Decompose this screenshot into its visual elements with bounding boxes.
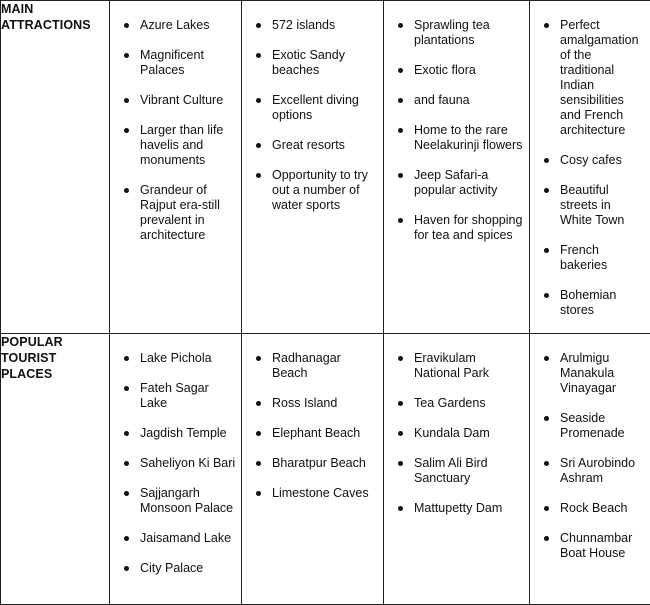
popular-tourist-places-row bbox=[1, 334, 650, 605]
row-heading-line: POPULAR bbox=[1, 334, 109, 350]
list-item bbox=[252, 93, 379, 123]
bullet-icon bbox=[544, 536, 549, 541]
list-item bbox=[540, 18, 646, 138]
bullet-icon bbox=[124, 98, 129, 103]
list-item bbox=[252, 138, 379, 153]
bullet-icon bbox=[544, 356, 549, 361]
list-item bbox=[252, 456, 379, 471]
list-item bbox=[394, 426, 525, 441]
list-item-text: Saheliyon Ki Bari bbox=[140, 456, 235, 470]
list-item-text: Elephant Beach bbox=[272, 426, 360, 440]
list-item-text: Home to the rare Neelakurinji flowers bbox=[414, 123, 522, 152]
list-item-text: Exotic Sandy beaches bbox=[272, 48, 345, 77]
bullet-icon bbox=[544, 23, 549, 28]
bullet-icon bbox=[398, 23, 403, 28]
list-item bbox=[120, 123, 237, 168]
list-item bbox=[252, 18, 379, 33]
list-item-text: Sprawling tea plantations bbox=[414, 18, 490, 47]
list-item bbox=[394, 501, 525, 516]
row-heading-line: MAIN bbox=[1, 1, 109, 17]
bullet-icon bbox=[256, 356, 261, 361]
destination-cell bbox=[530, 334, 650, 605]
list-item-text: Lake Pichola bbox=[140, 351, 212, 365]
list-item-text: 572 islands bbox=[272, 18, 335, 32]
row-heading-cell bbox=[1, 334, 110, 605]
bullet-icon bbox=[398, 128, 403, 133]
bullet-icon bbox=[124, 356, 129, 361]
list-item-text: Sajjangarh Monsoon Palace bbox=[140, 486, 233, 515]
list-item-text: Beautiful streets in White Town bbox=[560, 183, 624, 227]
bullet-icon bbox=[398, 401, 403, 406]
list-item-text: Tea Gardens bbox=[414, 396, 486, 410]
bullet-icon bbox=[398, 68, 403, 73]
list-item-text: French bakeries bbox=[560, 243, 607, 272]
list-item-text: Radhanagar Beach bbox=[272, 351, 341, 380]
list-item bbox=[394, 123, 525, 153]
list-item-text: Jeep Safari-a popular activity bbox=[414, 168, 497, 197]
list-item-text: Bohemian stores bbox=[560, 288, 616, 317]
list-item-text: Seaside Promenade bbox=[560, 411, 625, 440]
bullet-list bbox=[242, 334, 383, 501]
list-item bbox=[252, 168, 379, 213]
bullet-icon bbox=[544, 461, 549, 466]
list-item bbox=[394, 396, 525, 411]
bullet-icon bbox=[398, 506, 403, 511]
list-item-text: City Palace bbox=[140, 561, 203, 575]
list-item bbox=[540, 411, 646, 441]
bullet-icon bbox=[256, 53, 261, 58]
bullet-icon bbox=[544, 248, 549, 253]
list-item bbox=[120, 456, 237, 471]
list-item-text: Chunnambar Boat House bbox=[560, 531, 632, 560]
list-item bbox=[540, 351, 646, 396]
bullet-icon bbox=[256, 401, 261, 406]
row-heading-line: ATTRACTIONS bbox=[1, 17, 109, 33]
list-item-text: Sri Aurobindo Ashram bbox=[560, 456, 635, 485]
list-item-text: Azure Lakes bbox=[140, 18, 209, 32]
bullet-icon bbox=[124, 566, 129, 571]
bullet-icon bbox=[544, 188, 549, 193]
bullet-icon bbox=[124, 188, 129, 193]
list-item bbox=[394, 456, 525, 486]
list-item-text: Jagdish Temple bbox=[140, 426, 227, 440]
list-item bbox=[252, 351, 379, 381]
list-item-text: Great resorts bbox=[272, 138, 345, 152]
bullet-icon bbox=[256, 491, 261, 496]
bullet-icon bbox=[124, 23, 129, 28]
bullet-icon bbox=[256, 143, 261, 148]
bullet-icon bbox=[124, 386, 129, 391]
bullet-icon bbox=[398, 218, 403, 223]
bullet-list bbox=[384, 334, 529, 516]
list-item bbox=[120, 561, 237, 576]
list-item-text: Larger than life havelis and monuments bbox=[140, 123, 223, 167]
bullet-icon bbox=[544, 416, 549, 421]
bullet-icon bbox=[124, 53, 129, 58]
list-item bbox=[120, 183, 237, 243]
bullet-icon bbox=[544, 293, 549, 298]
bullet-icon bbox=[398, 173, 403, 178]
list-item bbox=[120, 426, 237, 441]
list-item bbox=[120, 48, 237, 78]
list-item bbox=[540, 501, 646, 516]
list-item bbox=[120, 486, 237, 516]
bullet-icon bbox=[398, 356, 403, 361]
list-item-text: Grandeur of Rajput era-still prevalent in architecture bbox=[140, 183, 220, 242]
list-item-text: Excellent diving options bbox=[272, 93, 359, 122]
destination-cell bbox=[530, 1, 650, 334]
list-item bbox=[252, 426, 379, 441]
bullet-list bbox=[530, 1, 650, 318]
bullet-icon bbox=[124, 431, 129, 436]
bullet-icon bbox=[398, 461, 403, 466]
destination-cell bbox=[242, 334, 384, 605]
bullet-icon bbox=[398, 98, 403, 103]
list-item-text: Perfect amalgamation of the traditional Indian sensibilities and French architecture bbox=[560, 18, 639, 137]
list-item bbox=[540, 456, 646, 486]
bullet-icon bbox=[398, 431, 403, 436]
list-item-text: Cosy cafes bbox=[560, 153, 622, 167]
main-attractions-row bbox=[1, 1, 650, 334]
bullet-icon bbox=[544, 506, 549, 511]
list-item bbox=[540, 531, 646, 561]
bullet-icon bbox=[124, 461, 129, 466]
row-heading-line: TOURIST bbox=[1, 350, 109, 366]
list-item-text: Rock Beach bbox=[560, 501, 627, 515]
list-item-text: Kundala Dam bbox=[414, 426, 490, 440]
list-item bbox=[252, 486, 379, 501]
bullet-icon bbox=[256, 98, 261, 103]
list-item-text: Salim Ali Bird Sanctuary bbox=[414, 456, 488, 485]
list-item bbox=[120, 93, 237, 108]
list-item bbox=[394, 93, 525, 108]
list-item bbox=[252, 396, 379, 411]
list-item bbox=[394, 351, 525, 381]
list-item-text: and fauna bbox=[414, 93, 470, 107]
bullet-list bbox=[242, 1, 383, 213]
destination-cell bbox=[110, 334, 242, 605]
list-item bbox=[120, 531, 237, 546]
list-item-text: Ross Island bbox=[272, 396, 337, 410]
list-item bbox=[540, 288, 646, 318]
list-item-text: Mattupetty Dam bbox=[414, 501, 502, 515]
list-item bbox=[120, 381, 237, 411]
bullet-list bbox=[384, 1, 529, 243]
list-item-text: Bharatpur Beach bbox=[272, 456, 366, 470]
bullet-icon bbox=[124, 536, 129, 541]
list-item-text: Opportunity to try out a number of water sports bbox=[272, 168, 368, 212]
bullet-icon bbox=[256, 461, 261, 466]
list-item bbox=[120, 18, 237, 33]
list-item bbox=[394, 63, 525, 78]
bullet-list bbox=[530, 334, 650, 561]
list-item-text: Jaisamand Lake bbox=[140, 531, 231, 545]
list-item-text: Haven for shopping for tea and spices bbox=[414, 213, 522, 242]
bullet-icon bbox=[256, 431, 261, 436]
list-item-text: Fateh Sagar Lake bbox=[140, 381, 209, 410]
list-item-text: Vibrant Culture bbox=[140, 93, 223, 107]
list-item bbox=[540, 243, 646, 273]
list-item-text: Limestone Caves bbox=[272, 486, 369, 500]
destination-cell bbox=[110, 1, 242, 334]
destination-cell bbox=[242, 1, 384, 334]
bullet-list bbox=[110, 1, 241, 243]
list-item bbox=[540, 153, 646, 168]
list-item-text: Magnificent Palaces bbox=[140, 48, 204, 77]
list-item bbox=[252, 48, 379, 78]
bullet-icon bbox=[124, 491, 129, 496]
row-heading-cell bbox=[1, 1, 110, 334]
bullet-icon bbox=[544, 158, 549, 163]
list-item bbox=[394, 213, 525, 243]
bullet-icon bbox=[124, 128, 129, 133]
list-item-text: Arulmigu Manakula Vinayagar bbox=[560, 351, 616, 395]
destination-cell bbox=[384, 334, 530, 605]
row-heading-line: PLACES bbox=[1, 366, 109, 382]
bullet-list bbox=[110, 334, 241, 576]
destination-cell bbox=[384, 1, 530, 334]
list-item bbox=[394, 18, 525, 48]
list-item bbox=[394, 168, 525, 198]
bullet-icon bbox=[256, 23, 261, 28]
bullet-icon bbox=[256, 173, 261, 178]
list-item-text: Eravikulam National Park bbox=[414, 351, 489, 380]
list-item-text: Exotic flora bbox=[414, 63, 476, 77]
list-item bbox=[540, 183, 646, 228]
list-item bbox=[120, 351, 237, 366]
